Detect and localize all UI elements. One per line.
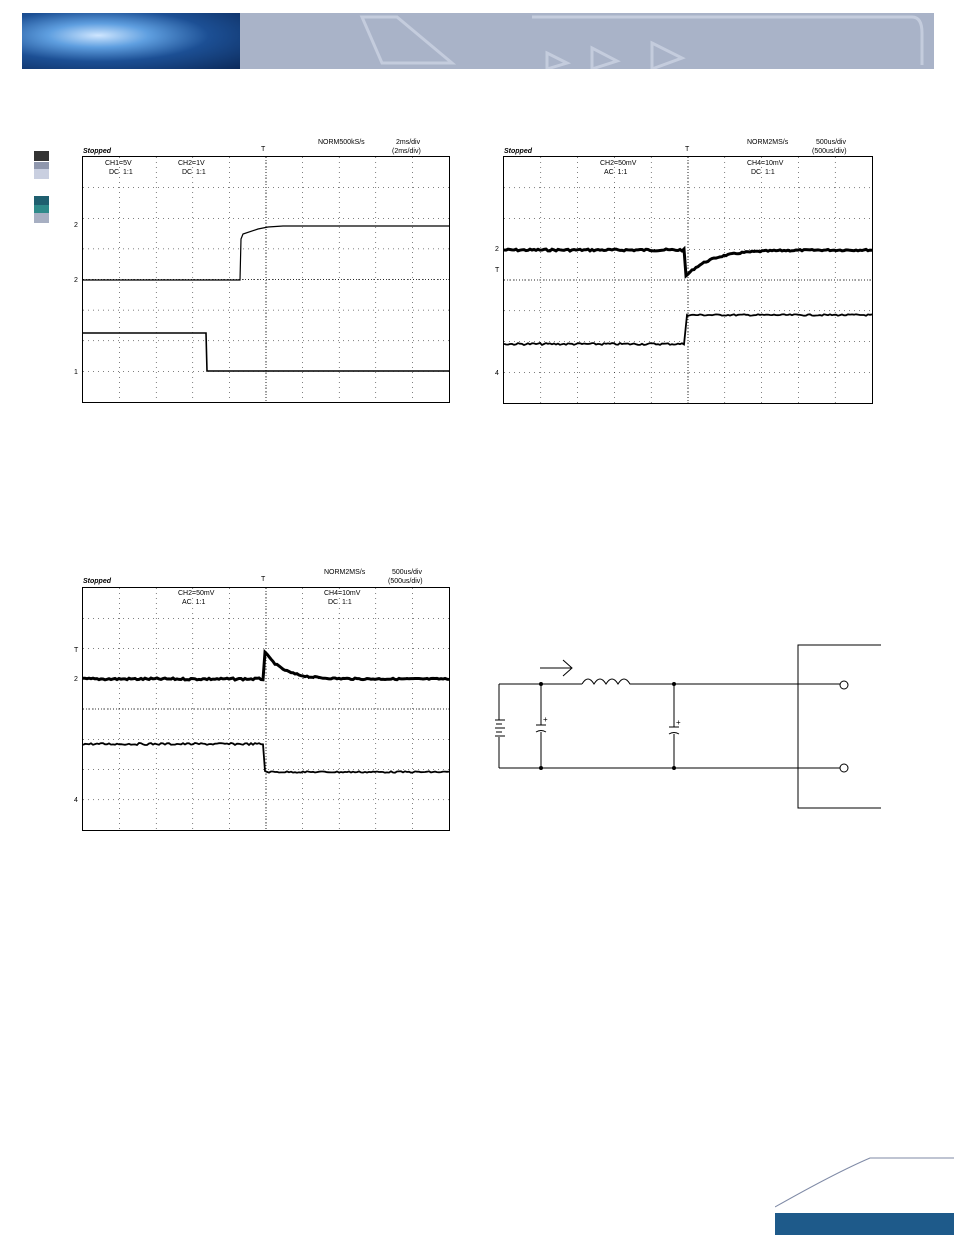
scope-1-trigger-marker: T [261,146,266,153]
scope-2-acquisition: NORM2MS/s [747,139,789,146]
scope-1-ch-b-coupling: DC 1:1 [182,169,206,176]
scope-3-screen [82,587,450,831]
header-photo [22,13,240,69]
scope-3-trigger-marker: T [261,576,266,583]
battery-symbol [495,720,505,736]
node-1 [539,682,543,686]
scope-1-plot [83,157,449,402]
terminal-negative [840,764,848,772]
node-4 [672,766,676,770]
scope-1-timebase: 2ms/div [396,139,421,146]
scope-1-ch-b: CH2=1V [178,160,205,167]
scope-2-ch-a: CH2=50mV [600,160,637,167]
footer-bar [775,1213,954,1235]
scope-3-ch-a-coupling: AC 1:1 [182,599,206,606]
swatch-6 [34,213,49,223]
scope-2-screen [503,156,873,404]
scope-3-ch-a: CH2=50mV [178,590,215,597]
test-circuit-diagram [495,640,890,815]
scope-2-marker-a: 2 [495,246,499,253]
scope-2-timebase: 500us/div [816,139,846,146]
scope-1-acquisition: NORM500kS/s [318,139,365,146]
scope-3-ch-b-coupling: DC 1:1 [328,599,352,606]
header-logo-watermark [322,13,934,69]
scope-3-marker-b: 2 [74,676,78,683]
terminal-positive [840,681,848,689]
scope-1-timebase-sub: (2ms/div) [392,148,421,155]
scope-2-ch-b-coupling: DC 1:1 [751,169,775,176]
capacitor-1-polarity: + [543,715,548,724]
scope-1-marker-c: 1 [74,369,78,376]
node-3 [672,682,676,686]
scope-3-timebase: 500us/div [392,569,422,576]
swatch-3 [34,169,49,179]
scope-3-timebase-sub: (500us/div) [388,578,423,585]
scope-3-marker-c: 4 [74,797,78,804]
capacitor-2-plate-curved [669,733,679,735]
dut-box [798,645,881,808]
scope-2-trigger-marker: T [685,146,690,153]
scope-1-ch-a-coupling: DC 1:1 [109,169,133,176]
scope-1-marker-b: 2 [74,277,78,284]
scope-1-ch-a: CH1=5V [105,160,132,167]
scope-3-acquisition: NORM2MS/s [324,569,366,576]
scope-3-plot [83,588,449,830]
scope-2-plot [504,157,872,403]
capacitor-2-polarity: + [676,718,681,727]
scope-1-screen [82,156,450,403]
scope-3-marker-a: T [74,647,79,654]
scope-2-status: Stopped [504,148,532,155]
scope-2-timebase-sub: (500us/div) [812,148,847,155]
node-2 [539,766,543,770]
footer-decoration [775,1155,954,1235]
header-banner [22,13,934,69]
capacitor-1-plate-curved [536,731,546,733]
swatch-1 [34,151,49,161]
scope-2-ch-b: CH4=10mV [747,160,784,167]
scope-2-marker-c: 4 [495,370,499,377]
scope-3-ch-b: CH4=10mV [324,590,361,597]
scope-2-ch-a-coupling: AC 1:1 [604,169,628,176]
scope-1-marker-a: 2 [74,222,78,229]
scope-1-status: Stopped [83,148,111,155]
inductor-coil [582,679,635,684]
scope-3-status: Stopped [83,578,111,585]
scope-2-marker-b: T [495,267,500,274]
